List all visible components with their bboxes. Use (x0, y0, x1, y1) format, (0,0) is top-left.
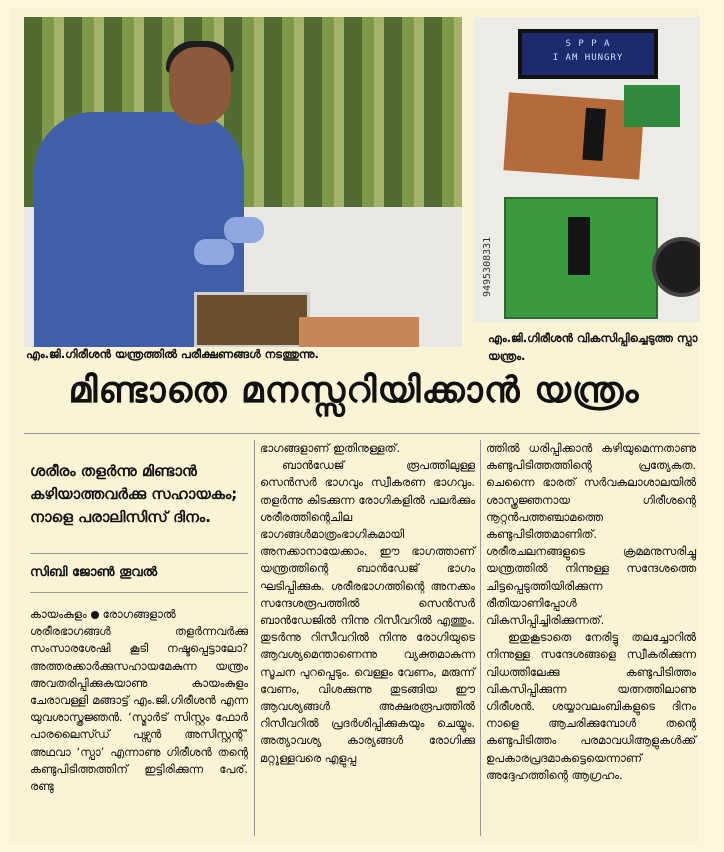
handwritten-number: 9495308331 (482, 236, 493, 297)
column2-p1: ഭാഗങ്ങളാണ് ഇതിനുള്ളത്. (260, 441, 400, 455)
article-column-1 (30, 606, 248, 795)
headline: മിണ്ടാതെ മനസ്സറിയിക്കാൻ യന്ത്രം (68, 370, 640, 411)
article-column-2 (260, 440, 475, 767)
byline-divider (30, 592, 248, 593)
transmitter-board (624, 85, 680, 127)
sample-tray (194, 292, 310, 347)
column3-p1: ത്തിൽ ധരിപ്പിക്കാൻ കഴിയുമെന്നതാണു കണ്ടുപിടിത്തത്തിന്റെ പ്രത്യേകത. ചെന്നൈ ഭാരത് സർവകലാശാലയിൽ ശാസ്ത്രജ്ഞനായ ഗിരീശന്റെ നൂറ്റൻപത്തഞ്ചാമത്തെ കണ്ടുപിടിത്തമാണിത്. ശരീരചലനങ്ങളുടെ ക്രമമനുസരിച്ചു യന്ത്രത്തിൽ നിന്നുള്ള സന്ദേശത്തെ ചിട്ടപ്പെടുത്തിയിരിക്കുന്ന രീതിയാണിപ്പോൾ വികസിപ്പിച്ചിരിക്കുന്നത്. (486, 441, 696, 628)
column-divider (254, 440, 255, 836)
photo-spa-device (474, 17, 700, 322)
lcd-display (518, 29, 658, 79)
column1-text: രോഗങ്ങളാൽ ശരീരഭാഗങ്ങൾ തളർന്നവർക്കു സംസാരശേഷി കൂടി നഷ്ടപ്പെട്ടാലോ?അത്തരക്കാർക്കുസഹായമേകുന്ന യന്ത്രം അവതരിപ്പിക്കുകയാണു കായംകുളം ചേരാവള്ളി മങ്ങാട്ട് എം.ജി.ഗിരീശൻ എന്ന യുവശാസ്ത്രജ്ഞൻ. ‘സ്മാർട് സിസ്റ്റം ഫോർ പാരലൈസ്ഡ് പഴ്സൻ അസിസ്റ്റന്റ്’ അഥവാ ‘സ്പാ’ എന്നാണു ഗിരീശൻ തന്റെ കണ്ടുപിടിത്തത്തിന് ഇട്ടിരിക്കുന്ന പേര്. രണ്ടു (30, 607, 248, 794)
dateline: കായംകുളം (30, 607, 87, 621)
lcd-line-1: S P P A (565, 39, 611, 49)
receiver-board (504, 197, 658, 319)
photo2-caption: എം.ജി.ഗിരീശൻ വികസിപ്പിച്ചെടുത്ത സ്പാ യന്ത്രം. (488, 331, 698, 363)
circuit-board (299, 317, 419, 347)
column2-p2: ബാൻഡേജ് രൂപത്തിലുള്ള സെൻസർ ഭാഗവും സ്വീകരണ ഭാഗവും. തളർന്നു കിടക്കുന്ന രോഗികളിൽ പലർക്കും ശരീരത്തിന്റെചില ഭാഗങ്ങൾമാത്രംഭാഗികമായി അനക്കാനായേക്കാം. ഈ ഭാഗത്താണ് യന്ത്രത്തിന്റെ ബാൻഡേജ് ഭാഗം ഘടിപ്പിക്കുക. ശരീരഭാഗത്തിന്റെ അനക്കം സന്ദേശരൂപത്തിൽ സെൻസർ ബാൻഡേജിൽ നിന്നു റിസീവറിൽ എത്തും. തുടർന്നു റിസീവറിൽ നിന്നു രോഗിയുടെ ആവശ്യമെന്താണെന്നു വ്യക്തമാകുന്ന സൂചന പുറപ്പെടും. വെള്ളം വേണം, മരുന്ന് വേണം, വിശക്കുന്നു തുടങ്ങിയ ഈ ആവശ്യങ്ങൾ അക്ഷരരൂപത്തിൽ റിസീവറിൽ പ്രദർശിപ്പിക്കുകയും ചെയ്യും. അത്യാവശ്യ കാര്യങ്ങൾ രോഗിക്കു മറ്റുള്ളവരെ എളുപ്പ (260, 458, 475, 765)
column3-p2: ഇതുകൂടാതെ നേരിട്ടു തലച്ചോറിൽ നിന്നുള്ള സന്ദേശങ്ങളെ സ്വീകരിക്കുന്ന വിധത്തിലേക്കു കണ്ടുപിടിത്തം വികസിപ്പിക്കുന്ന യത്നത്തിലാണു ഗിരീശൻ. ശയ്യാവലംബികളുടെ ദിനം നാളെ ആചരിക്കുമ്പോൾ തന്റെ കണ്ടുപിടിത്തം പരമാവധിആളുകൾക്ക് ഉപകാരപ്രദമാകട്ടെയെന്നാണ് അദ്ദേഹത്തിന്റെ ആഗ്രഹം. (486, 630, 696, 782)
photo1-caption: എം.ജി.ഗിരീശൻ യന്ത്രത്തിൽ പരീക്ഷണങ്ങൾ നടത്തുന്നു. (26, 347, 319, 361)
deck: ശരീരം തളർന്നു മിണ്ടാൻ കഴിയാത്തവർക്കു സഹായകം; നാളെ പരാലിസിസ് ദിനം. (30, 462, 238, 526)
column-divider (480, 440, 481, 836)
newspaper-page (10, 8, 698, 844)
divider (24, 433, 700, 434)
lcd-line-2: I AM HUNGRY (552, 53, 624, 63)
speaker-icon (652, 237, 700, 297)
bullet-icon (91, 611, 99, 619)
deck-divider (30, 553, 248, 554)
article-column-3 (486, 440, 696, 784)
byline: സിബി ജോൺ തൂവൽ (30, 565, 158, 580)
photo-inventor-experiment (24, 17, 462, 347)
